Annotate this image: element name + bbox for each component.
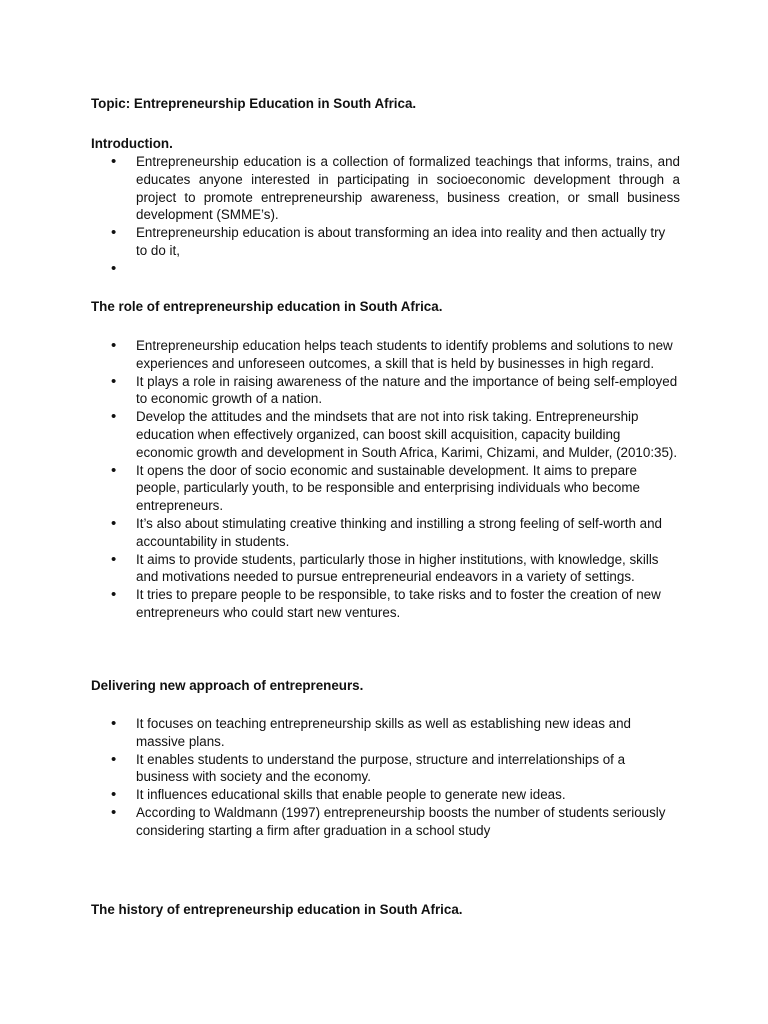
history-heading: The history of entrepreneurship education in South Africa. <box>91 902 463 917</box>
list-item: • It enables students to understand the purpose, structure and interrelationships of a business with society and the economy. <box>0 751 680 787</box>
list-item: • According to Waldmann (1997) entrepreneurship boosts the number of students seriously considering starting a firm after graduation in a school study <box>0 804 680 840</box>
list-item: • Entrepreneurship education helps teach students to identify problems and solutions to new experiences and unforeseen outcomes, a skill that is held by businesses in high regard. <box>0 337 680 373</box>
list-item: • It aims to provide students, particularly those in higher institutions, with knowledge, skills and motivations needed to pursue entrepreneurial endeavors in a variety of settings. <box>0 551 680 587</box>
list-item: • It influences educational skills that enable people to generate new ideas. <box>0 786 680 804</box>
list-item: • It focuses on teaching entrepreneurship skills as well as establishing new ideas and massive plans. <box>0 715 680 751</box>
role-heading: The role of entrepreneurship education in South Africa. <box>91 299 443 314</box>
topic-heading: Topic: Entrepreneurship Education in South Africa. <box>91 96 417 111</box>
introduction-heading: Introduction. <box>91 136 173 151</box>
list-item-empty <box>0 260 680 278</box>
introduction-list <box>0 153 680 278</box>
list-item: • Entrepreneurship education is about transforming an idea into reality and then actually try to do it, <box>0 224 680 260</box>
list-item: • It opens the door of socio economic and sustainable development. It aims to prepare people, particularly youth, to be responsible and enterprising individuals who become entrepreneurs. <box>0 462 680 515</box>
delivering-heading: Delivering new approach of entrepreneurs. <box>91 678 364 693</box>
list-item: • Develop the attitudes and the mindsets that are not into risk taking. Entrepreneurship education when effectively organized, can boost skill acquisition, capacity building economic growth and development in South Africa, Karimi, Chizami, and Mulder, (2010:35). <box>0 408 680 461</box>
list-item: • It tries to prepare people to be responsible, to take risks and to foster the creation of new entrepreneurs who could start new ventures. <box>0 586 680 622</box>
list-item: • Entrepreneurship education is a collection of formalized teachings that informs, trains, and educates anyone interested in participating in socioeconomic development through a project to promote entrepreneurship awareness, business creation, or small business development (SMME’s). <box>0 153 680 224</box>
list-item: • It plays a role in raising awareness of the nature and the importance of being self-employed to economic growth of a nation. <box>0 373 680 409</box>
delivering-list <box>0 715 680 840</box>
role-list <box>0 337 680 622</box>
list-item: • It’s also about stimulating creative thinking and instilling a strong feeling of self-worth and accountability in students. <box>0 515 680 551</box>
